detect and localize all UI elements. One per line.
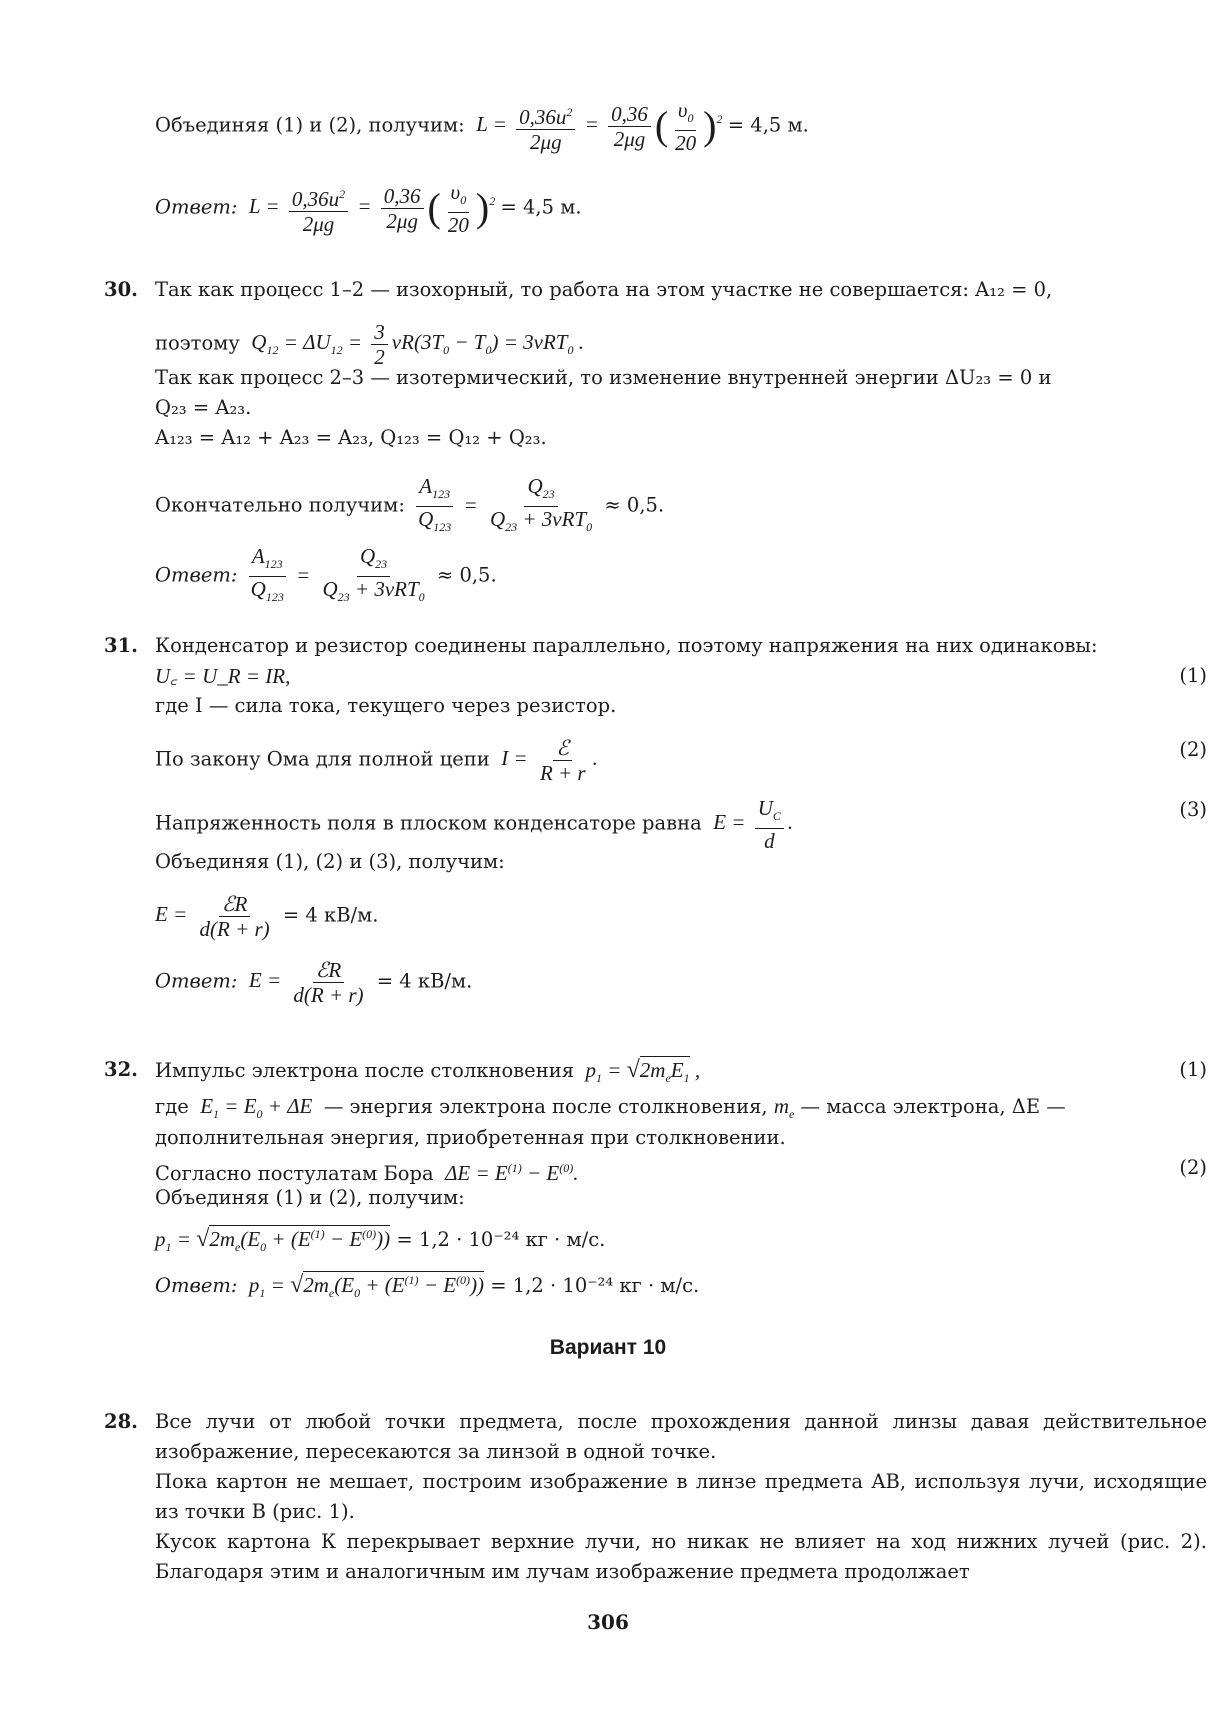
problem-number-30: 30. xyxy=(104,278,138,301)
formula-ohm: I = $\frac{\text{ℰ}}{R + r}$ . xyxy=(496,736,598,785)
p32-line2: где $E_1 = E_0 + \Delta E$ — энергия электрона после столкновения, $m_e$ — масса электрона, ΔE — xyxy=(155,1094,1066,1122)
p30-line6: Окончательно получим: $\frac{A_{123}}{Q_{123}}$ = $\frac{Q_{23}}{Q_{23} + 3\nu RT_0}$ ≈ 0,5. xyxy=(155,474,665,535)
formula-ratio: $\frac{A_{123}}{Q_{123}}$ = $\frac{Q_{23}}{Q_{23} + 3\nu RT_0}$ xyxy=(418,474,593,535)
formula-field: E = $\frac{U_C}{d}$ . xyxy=(707,796,794,854)
p32-result: $p_1 = √2m_e(E_0 + (E^{(1)} - E^{(0)})) = 1,2 \cdot 10^{-24}$ кг · м/с. xyxy=(155,1226,606,1255)
formula-E: E = $\frac{\text{ℰR}}{d(R + r)}$ xyxy=(155,892,270,941)
formula-Q12: $Q_{12} = \Delta U_{12}$ = $\frac{3}{2}$ $\nu R(3T_0 - T_0) = 3\nu RT_0$ . xyxy=(246,320,584,369)
p31-result: E = $\frac{\text{ℰR}}{d(R + r)}$ = 4 кВ/м. xyxy=(155,892,379,941)
p30-line1: Так как процесс 1–2 — изохорный, то работа на этом участке не совершается: A₁₂ = 0, xyxy=(155,278,1053,301)
variant-heading: Вариант 10 xyxy=(549,1336,667,1359)
p30-line5: A₁₂₃ = A₁₂ + A₂₃ = A₂₃, Q₁₂₃ = Q₁₂ + Q₂₃. xyxy=(155,426,547,449)
p31-line4: По закону Ома для полной цепи I = $\frac{\text{ℰ}}{R + r}$ . (2) xyxy=(155,736,1207,785)
p28-paragraph-2: Пока картон не мешает, построим изображение в линзе предмета AB, используя лучи, исходящие из точки B (рис. 1). xyxy=(155,1470,1207,1523)
formula-L-answer: L = $\frac{0,36u^2}{2\mu g}$ = $\frac{0,36}{2\mu g}$ ( $\frac{\upsilon_0}{20}$ )$^2$ xyxy=(243,180,496,238)
p30-line4: Q₂₃ = A₂₃. xyxy=(155,396,252,419)
p32-line4: Согласно постулатам Бора $\Delta E = E^{(1)} - E^{(0)}$. (2) xyxy=(155,1156,1207,1185)
p32-answer: Ответ: $p_1 = √2m_e(E_0 + (E^{(1)} - E^{(0)})) = 1,2 \cdot 10^{-24}$ кг · м/с. xyxy=(155,1272,700,1301)
p31-line6: Объединяя (1), (2) и (3), получим: xyxy=(155,850,505,873)
p31-line5: Напряженность поля в плоском конденсаторе равна E = $\frac{U_C}{d}$ . (3) xyxy=(155,796,1207,854)
page-number: 306 xyxy=(587,1610,629,1634)
p31-line2: U꜀ = U_R = IR, (1) xyxy=(155,664,1207,688)
formula-L: L = $\frac{0,36u^2}{2\mu g}$ = $\frac{0,36}{2\mu g}$ ( $\frac{\upsilon_0}{20}$ )$^2$ xyxy=(470,98,723,156)
formula-p1-answer: $p_1 = √2m_e(E_0 + (E^{(1)} - E^{(0)}))$ xyxy=(243,1272,485,1301)
formula-ratio-answer: $\frac{A_{123}}{Q_{123}}$ = $\frac{Q_{23}}{Q_{23} + 3\nu RT_0}$ xyxy=(250,544,425,605)
formula-E1: $E_1 = E_0 + \Delta E$ xyxy=(194,1094,318,1122)
p32-line3: дополнительная энергия, приобретенная при столкновении. xyxy=(155,1126,786,1149)
prev-result-line: Объединяя (1) и (2), получим: L = $\frac{0,36u^2}{2\mu g}$ = $\frac{0,36}{2\mu g}$ ( $\frac{\upsilon_0}{20}$ )$^2$ = 4,5 м. xyxy=(155,98,809,156)
problem-number-32: 32. xyxy=(104,1058,138,1081)
formula-bohr: $\Delta E = E^{(1)} - E^{(0)}$. xyxy=(439,1161,579,1185)
formula-E-answer: E = $\frac{\text{ℰR}}{d(R + r)}$ xyxy=(243,958,364,1007)
problem-number-28: 28. xyxy=(104,1410,138,1433)
p28-paragraph-3: Кусок картона К перекрывает верхние лучи, но никак не влияет на ход нижних лучей (рис. 2). Благодаря этим и аналогичным им лучам изображение предмета продолжает xyxy=(155,1530,1207,1583)
p28-paragraph-1: Все лучи от любой точки предмета, после прохождения данной линзы давая действительное изображение, пересекаются за линзой в одной точке. xyxy=(155,1410,1207,1463)
p32-line1: Импульс электрона после столкновения $p_1 = √2m_eE_1$ , (1) xyxy=(155,1057,1207,1086)
p31-answer: Ответ: E = $\frac{\text{ℰR}}{d(R + r)}$ = 4 кВ/м. xyxy=(155,958,473,1007)
p30-line2: поэтому $Q_{12} = \Delta U_{12}$ = $\frac{3}{2}$ $\nu R(3T_0 - T_0) = 3\nu RT_0$ . xyxy=(155,320,584,369)
formula-p1: $p_1 = √2m_eE_1$ , xyxy=(580,1057,701,1086)
p30-line3: Так как процесс 2–3 — изотермический, то изменение внутренней энергии ΔU₂₃ = 0 и xyxy=(155,366,1052,389)
prev-answer-line: Ответ: L = $\frac{0,36u^2}{2\mu g}$ = $\frac{0,36}{2\mu g}$ ( $\frac{\upsilon_0}{20}$ )$^2$ = 4,5 м. xyxy=(155,180,582,238)
p31-line1: Конденсатор и резистор соединены параллельно, поэтому напряжения на них одинаковы: xyxy=(155,634,1098,657)
p32-line5: Объединяя (1) и (2), получим: xyxy=(155,1186,465,1209)
problem-number-31: 31. xyxy=(104,634,138,657)
formula-p1-full: $p_1 = √2m_e(E_0 + (E^{(1)} - E^{(0)}))$ xyxy=(155,1226,391,1255)
p31-line3: где I — сила тока, текущего через резистор. xyxy=(155,694,617,717)
symbol-me: $m_e$ xyxy=(773,1094,795,1122)
p30-answer: Ответ: $\frac{A_{123}}{Q_{123}}$ = $\frac{Q_{23}}{Q_{23} + 3\nu RT_0}$ ≈ 0,5. xyxy=(155,544,497,605)
